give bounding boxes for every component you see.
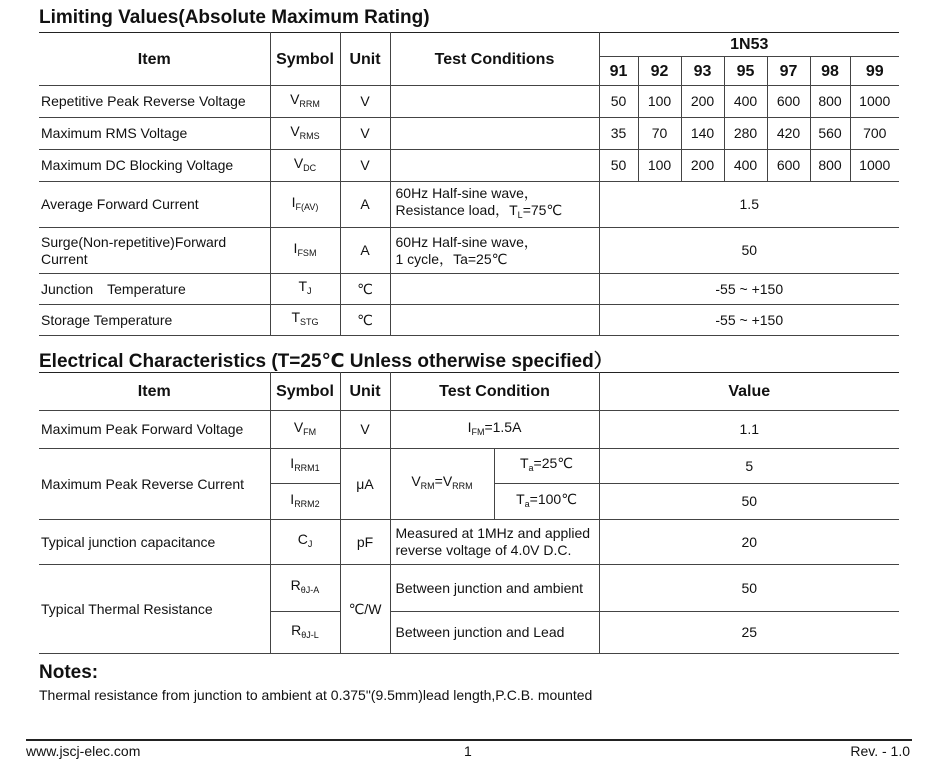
- electrical-characteristics-table: [39, 372, 899, 654]
- test-cell: $T_a=100℃$: [494, 484, 599, 520]
- table-row: [39, 411, 899, 449]
- value-cell: 35: [599, 118, 638, 150]
- value-cell: 600: [767, 86, 810, 118]
- table-row: [39, 305, 899, 336]
- test-cell: 60Hz Half-sine wave， 1 cycle，Ta=25℃: [390, 228, 599, 274]
- header-part-number: 1N53: [599, 33, 899, 57]
- table-row: [39, 228, 899, 274]
- header-item: Item: [39, 373, 270, 411]
- value-cell: 400: [724, 86, 767, 118]
- table-row: [39, 182, 899, 228]
- value-cell: 70: [638, 118, 681, 150]
- value-cell: 50: [599, 228, 899, 274]
- test-cell: [390, 150, 599, 182]
- unit-cell: V: [340, 86, 390, 118]
- value-cell: 400: [724, 150, 767, 182]
- table-row: [39, 565, 899, 612]
- table-row: [39, 274, 899, 305]
- symbol-cell: $V_{RMS}$: [270, 118, 340, 150]
- suffix-cell: 91: [599, 57, 638, 86]
- value-cell: 600: [767, 150, 810, 182]
- item-cell: Storage Temperature: [39, 305, 270, 336]
- unit-cell: V: [340, 118, 390, 150]
- test-cell: [390, 274, 599, 305]
- symbol-cell: $T_{STG}$: [270, 305, 340, 336]
- limiting-values-table: [39, 32, 899, 336]
- footer-revision: Rev. - 1.0: [850, 743, 910, 759]
- suffix-cell: 98: [810, 57, 850, 86]
- value-cell: 280: [724, 118, 767, 150]
- value-cell: 200: [681, 150, 724, 182]
- item-cell: Maximum DC Blocking Voltage: [39, 150, 270, 182]
- unit-cell: ℃: [340, 305, 390, 336]
- value-cell: 100: [638, 86, 681, 118]
- test-cell: $T_a=25℃$: [494, 449, 599, 484]
- unit-cell: ℃/W: [340, 565, 390, 654]
- unit-cell: μA: [340, 449, 390, 520]
- test-cell: Between junction and ambient: [390, 565, 599, 612]
- item-cell: Maximum Peak Forward Voltage: [39, 411, 270, 449]
- item-cell: Typical Thermal Resistance: [39, 565, 270, 654]
- header-symbol: Symbol: [270, 33, 340, 86]
- test-cell: [390, 118, 599, 150]
- value-cell: 1.5: [599, 182, 899, 228]
- suffix-cell: 95: [724, 57, 767, 86]
- table-row: [39, 150, 899, 182]
- notes-title: Notes:: [39, 662, 99, 683]
- value-cell: 1000: [850, 150, 899, 182]
- value-cell: 50: [599, 86, 638, 118]
- header-unit: Unit: [340, 33, 390, 86]
- value-cell: -55 ~ +150: [599, 305, 899, 336]
- header-test-conditions: Test Conditions: [390, 33, 599, 86]
- test-cell: Between junction and Lead: [390, 612, 599, 654]
- table-row: [39, 86, 899, 118]
- suffix-cell: 93: [681, 57, 724, 86]
- unit-cell: pF: [340, 520, 390, 565]
- limiting-values-title: Limiting Values(Absolute Maximum Rating): [39, 7, 430, 28]
- suffix-cell: 99: [850, 57, 899, 86]
- value-cell: 800: [810, 86, 850, 118]
- test-cell: $V_{RM}=V_{RRM}$: [390, 449, 494, 520]
- value-cell: 5: [599, 449, 899, 484]
- value-cell: 100: [638, 150, 681, 182]
- symbol-cell: $C_J$: [270, 520, 340, 565]
- notes-text: Thermal resistance from junction to ambient at 0.375"(9.5mm)lead length,P.C.B. mounted: [39, 687, 593, 703]
- item-cell: Maximum Peak Reverse Current: [39, 449, 270, 520]
- test-cell: [390, 305, 599, 336]
- value-cell: -55 ~ +150: [599, 274, 899, 305]
- symbol-cell: $R_{\theta J-L}$: [270, 612, 340, 654]
- value-cell: 50: [599, 565, 899, 612]
- table-row: [39, 449, 899, 484]
- item-cell: Surge(Non-repetitive)Forward Current: [39, 228, 270, 274]
- header-item: Item: [39, 33, 270, 86]
- symbol-cell: $T_J$: [270, 274, 340, 305]
- value-cell: 1.1: [599, 411, 899, 449]
- test-cell: 60Hz Half-sine wave， Resistance load，$T_L=75℃$: [390, 182, 599, 228]
- symbol-cell: $V_{FM}$: [270, 411, 340, 449]
- test-cell: [390, 86, 599, 118]
- table-row: [39, 118, 899, 150]
- unit-cell: V: [340, 150, 390, 182]
- unit-cell: ℃: [340, 274, 390, 305]
- test-cell: $I_{FM}=1.5A$: [390, 411, 599, 449]
- table-row: [39, 520, 899, 565]
- value-cell: 700: [850, 118, 899, 150]
- symbol-cell: $I_{FSM}$: [270, 228, 340, 274]
- item-cell: Repetitive Peak Reverse Voltage: [39, 86, 270, 118]
- value-cell: 50: [599, 484, 899, 520]
- suffix-cell: 97: [767, 57, 810, 86]
- item-cell: Junction Temperature: [39, 274, 270, 305]
- symbol-cell: $I_{RRM1}$: [270, 449, 340, 484]
- value-cell: 420: [767, 118, 810, 150]
- header-value: Value: [599, 373, 899, 411]
- footer-website: www.jscj-elec.com: [26, 743, 141, 759]
- footer-page-number: 1: [464, 743, 472, 759]
- value-cell: 1000: [850, 86, 899, 118]
- value-cell: 20: [599, 520, 899, 565]
- item-cell: Typical junction capacitance: [39, 520, 270, 565]
- test-cell: Measured at 1MHz and applied reverse voltage of 4.0V D.C.: [390, 520, 599, 565]
- value-cell: 140: [681, 118, 724, 150]
- suffix-cell: 92: [638, 57, 681, 86]
- symbol-cell: $I_{F(AV)}$: [270, 182, 340, 228]
- symbol-cell: $I_{RRM2}$: [270, 484, 340, 520]
- value-cell: 800: [810, 150, 850, 182]
- value-cell: 50: [599, 150, 638, 182]
- item-cell: Average Forward Current: [39, 182, 270, 228]
- item-cell: Maximum RMS Voltage: [39, 118, 270, 150]
- symbol-cell: $V_{RRM}$: [270, 86, 340, 118]
- symbol-cell: $R_{\theta J-A}$: [270, 565, 340, 612]
- unit-cell: V: [340, 411, 390, 449]
- footer-divider: [26, 739, 912, 741]
- unit-cell: A: [340, 182, 390, 228]
- electrical-characteristics-title: Electrical Characteristics (T=25℃ Unless otherwise specified）: [39, 351, 613, 372]
- value-cell: 560: [810, 118, 850, 150]
- unit-cell: A: [340, 228, 390, 274]
- value-cell: 200: [681, 86, 724, 118]
- symbol-cell: $V_{DC}$: [270, 150, 340, 182]
- header-test-condition: Test Condition: [390, 373, 599, 411]
- value-cell: 25: [599, 612, 899, 654]
- header-symbol: Symbol: [270, 373, 340, 411]
- header-unit: Unit: [340, 373, 390, 411]
